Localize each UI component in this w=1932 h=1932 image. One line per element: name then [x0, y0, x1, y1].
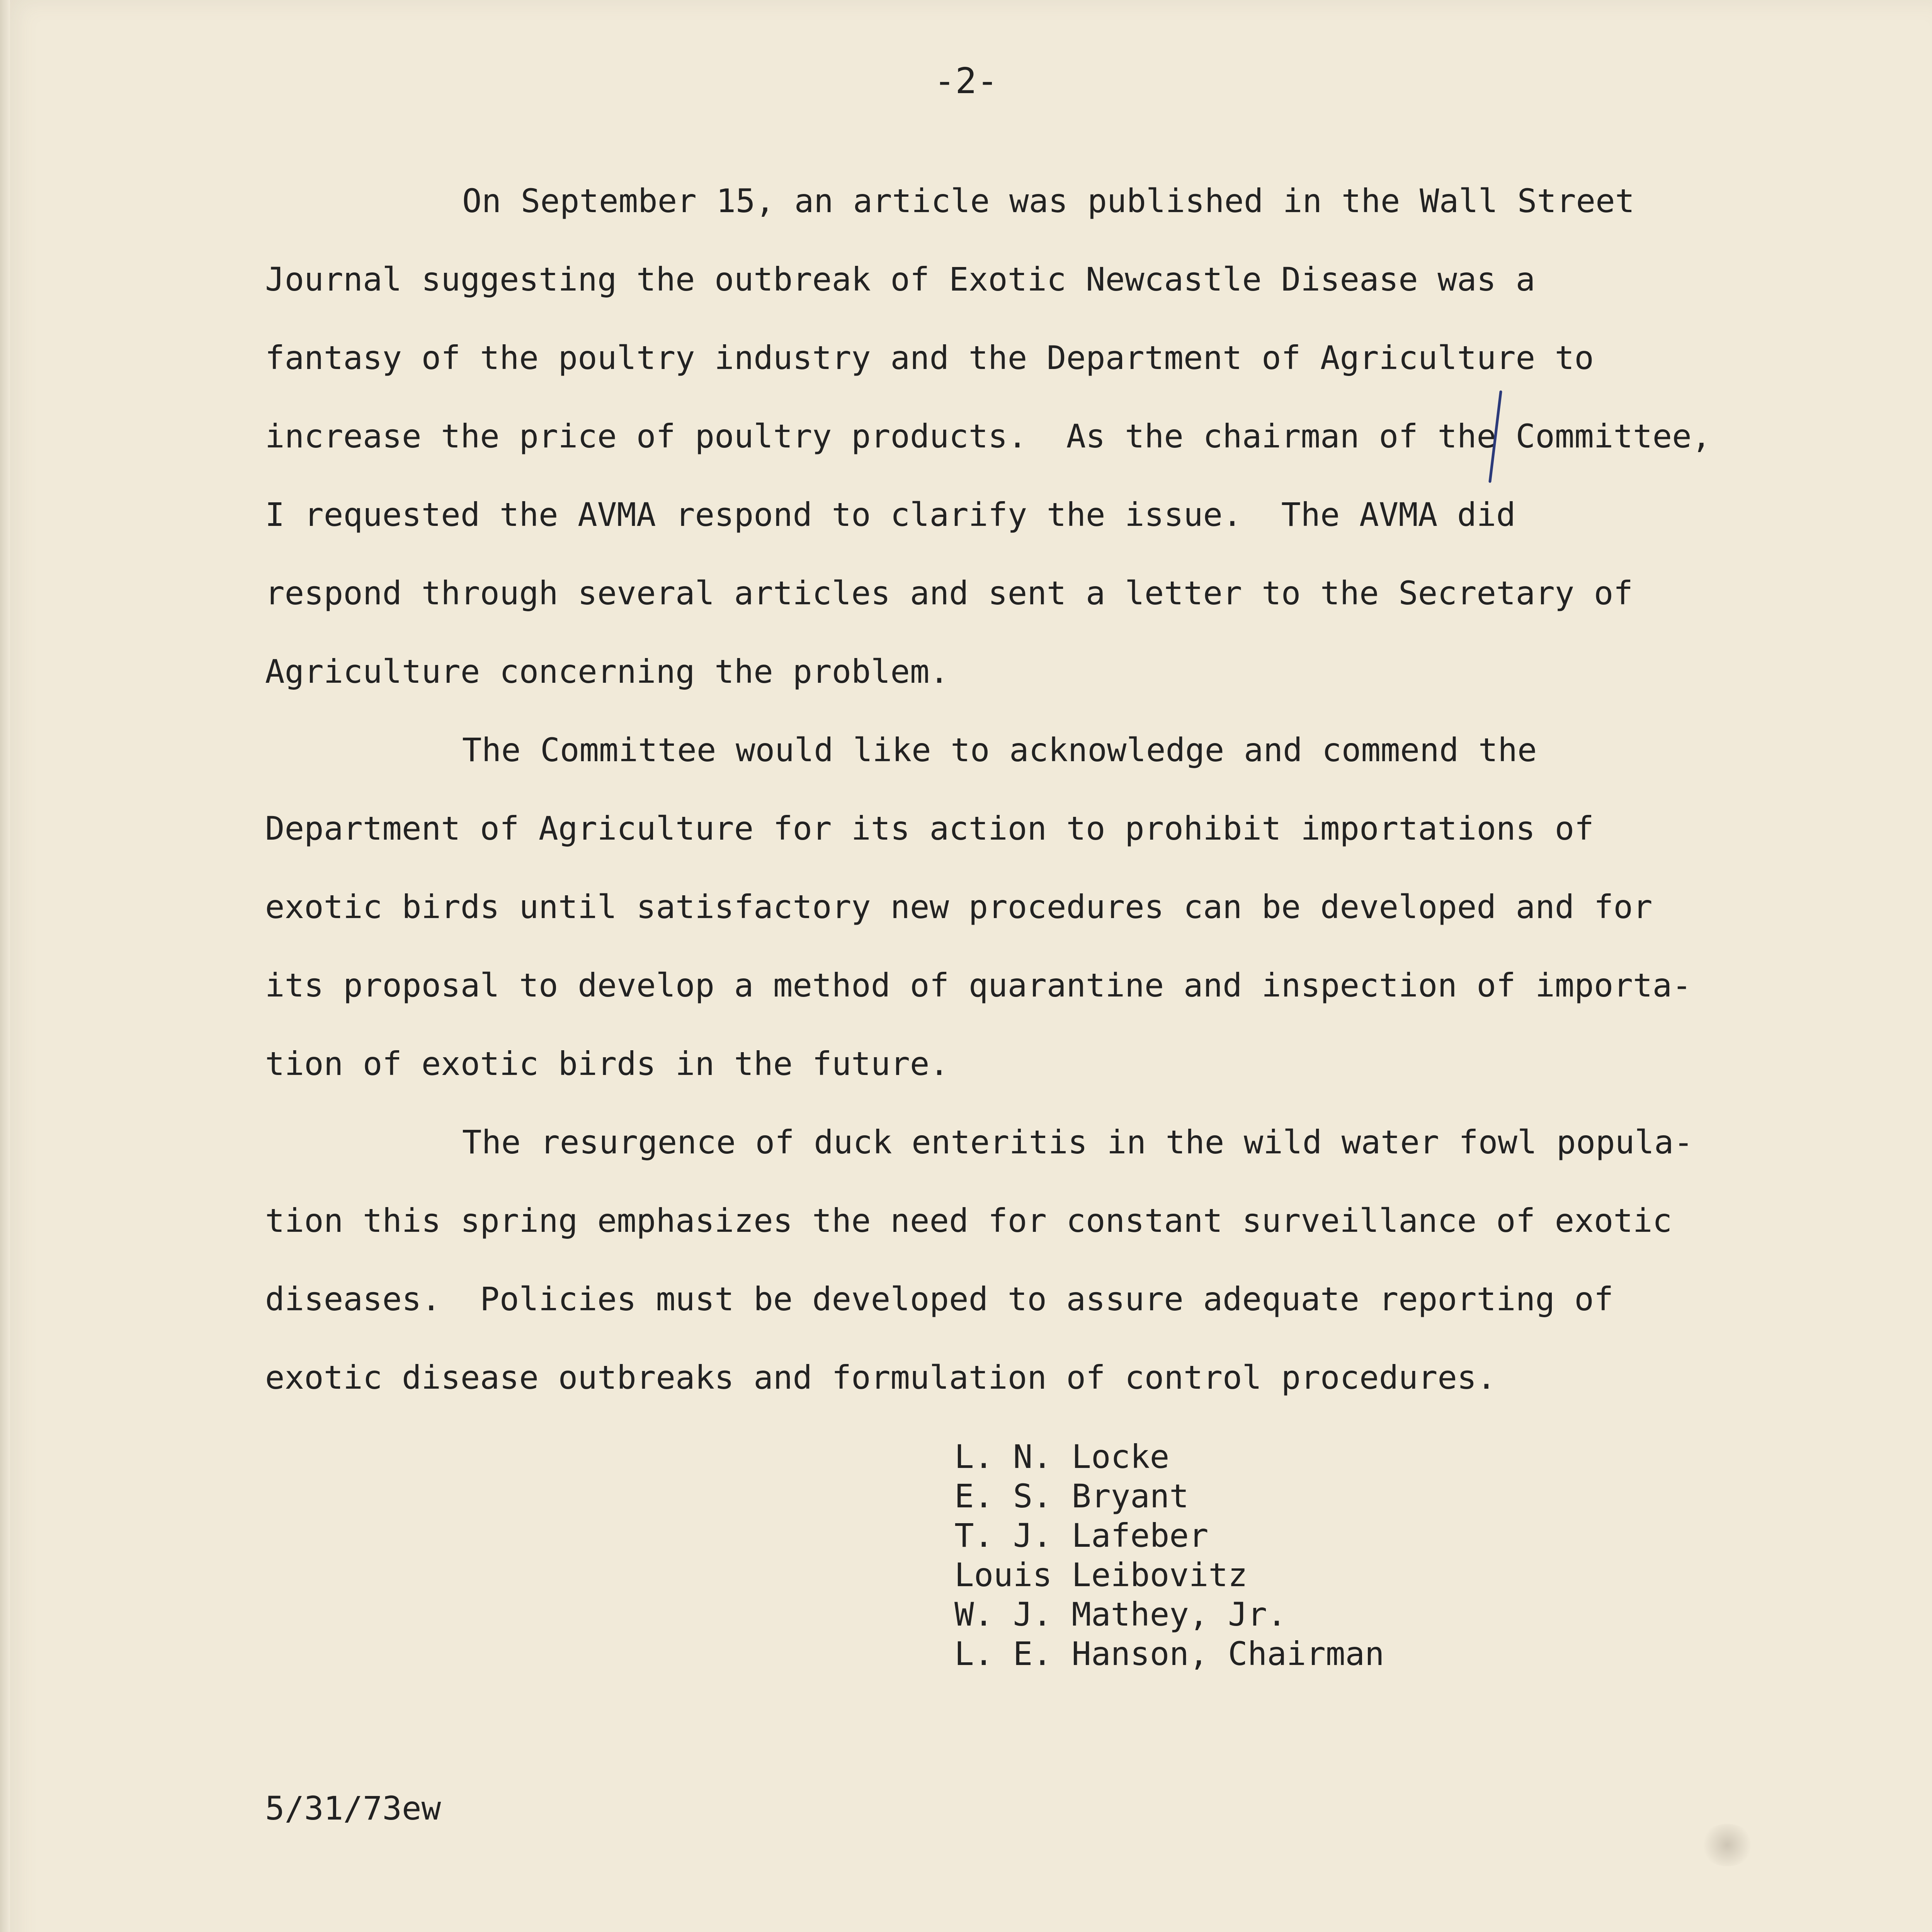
paragraph-1-line-5: I requested the AVMA respond to clarify the issue. The AVMA did [265, 496, 1516, 534]
paragraph-2-line-3: exotic birds until satisfactory new procedures can be developed and for [265, 888, 1653, 926]
paragraph-1-line-7: Agriculture concerning the problem. [265, 653, 949, 690]
paragraph-3-line-3: diseases. Policies must be developed to assure adequate reporting of [265, 1280, 1614, 1318]
paragraph-3-line-2: tion this spring emphasizes the need for constant surveillance of exotic [265, 1202, 1672, 1240]
signatory-1: L. N. Locke [954, 1438, 1170, 1476]
date-reference: 5/31/73ew [265, 1789, 441, 1827]
page-number: -2- [934, 60, 998, 102]
signatory-4: Louis Leibovitz [954, 1556, 1248, 1594]
signatory-2: E. S. Bryant [954, 1477, 1189, 1515]
paper-smudge [1700, 1824, 1754, 1866]
page-edge-shadow [0, 0, 10, 1932]
paragraph-1-line-6: respond through several articles and sent a letter to the Secretary of [265, 574, 1633, 612]
paragraph-2-line-1: The Committee would like to acknowledge and commend the [462, 731, 1537, 769]
paragraph-3-line-1: The resurgence of duck enteritis in the wild water fowl popula- [462, 1123, 1694, 1161]
paragraph-1-line-2: Journal suggesting the outbreak of Exotic Newcastle Disease was a [265, 260, 1536, 298]
paragraph-3-line-4: exotic disease outbreaks and formulation of control procedures. [265, 1359, 1497, 1396]
signatory-3: T. J. Lafeber [954, 1517, 1209, 1554]
handwritten-insertion-mark [1488, 390, 1503, 483]
signatory-5: W. J. Mathey, Jr. [954, 1595, 1287, 1633]
paragraph-2-line-2: Department of Agriculture for its action to prohibit importations of [265, 810, 1594, 847]
paragraph-1-line-4: increase the price of poultry products. As the chairman of the Committee, [265, 417, 1711, 455]
paragraph-2-line-4: its proposal to develop a method of quarantine and inspection of importa- [265, 966, 1692, 1004]
paragraph-1-line-1: On September 15, an article was published in the Wall Street [462, 182, 1635, 220]
signatory-6: L. E. Hanson, Chairman [954, 1635, 1384, 1673]
paragraph-2-line-5: tion of exotic birds in the future. [265, 1045, 949, 1083]
paragraph-1-line-3: fantasy of the poultry industry and the Department of Agriculture to [265, 339, 1594, 377]
